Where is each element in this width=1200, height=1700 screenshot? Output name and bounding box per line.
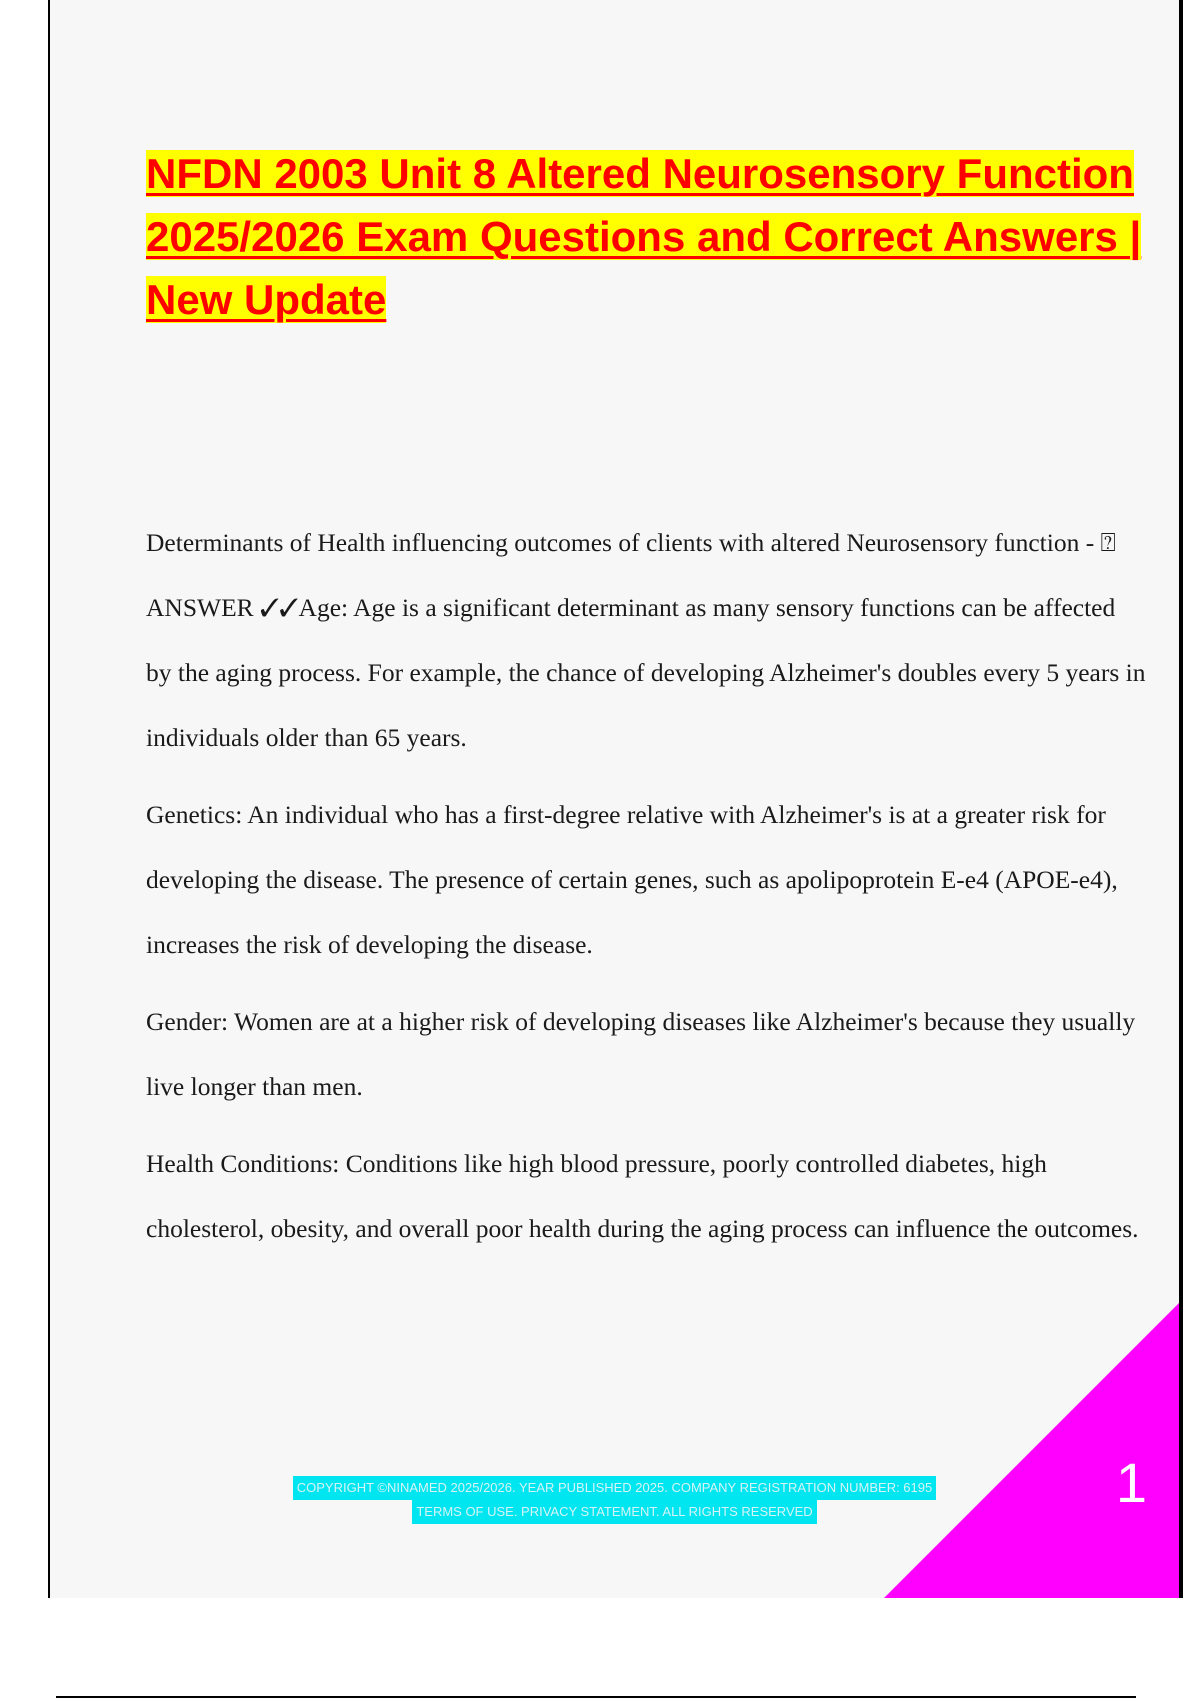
page-number: 1 <box>1115 1451 1147 1514</box>
document-body <box>146 510 1146 1273</box>
terms-line: TERMS OF USE. PRIVACY STATEMENT. ALL RIGHTS RESERVED <box>412 1500 816 1524</box>
document-title <box>146 142 1146 331</box>
paragraph-genetics: Genetics: An individual who has a first-degree relative with Alzheimer's is at a greater risk for developing the disease. The presence of certain genes, such as apolipoprotein E-e4 (APOE-e4), increases the risk of developing the disease. <box>146 800 1118 959</box>
document-title-text: NFDN 2003 Unit 8 Altered Neurosensory Function 2025/2026 Exam Questions and Correct Answers | New Update <box>146 150 1142 323</box>
page-separator-rule <box>56 1696 1136 1698</box>
copyright-line: COPYRIGHT ©NINAMED 2025/2026. YEAR PUBLISHED 2025. COMPANY REGISTRATION NUMBER: 6195 <box>293 1476 936 1500</box>
paragraph-health-conditions: Health Conditions: Conditions like high blood pressure, poorly controlled diabetes, high cholesterol, obesity, and overall poor health during the aging process can influence the outcomes. <box>146 1149 1139 1243</box>
paragraph-gender: Gender: Women are at a higher risk of developing diseases like Alzheimer's because they usually live longer than men. <box>146 1007 1136 1101</box>
document-page <box>48 0 1183 1598</box>
paragraph-age: Determinants of Health influencing outcomes of clients with altered Neurosensory function - ⍰ ANSWER ✓✓Age: Age is a significant determinant as many sensory functions can be affected by the aging process. For example, the chance of developing Alzheimer's doubles every 5 years in individuals older than 65 years. <box>146 528 1146 752</box>
